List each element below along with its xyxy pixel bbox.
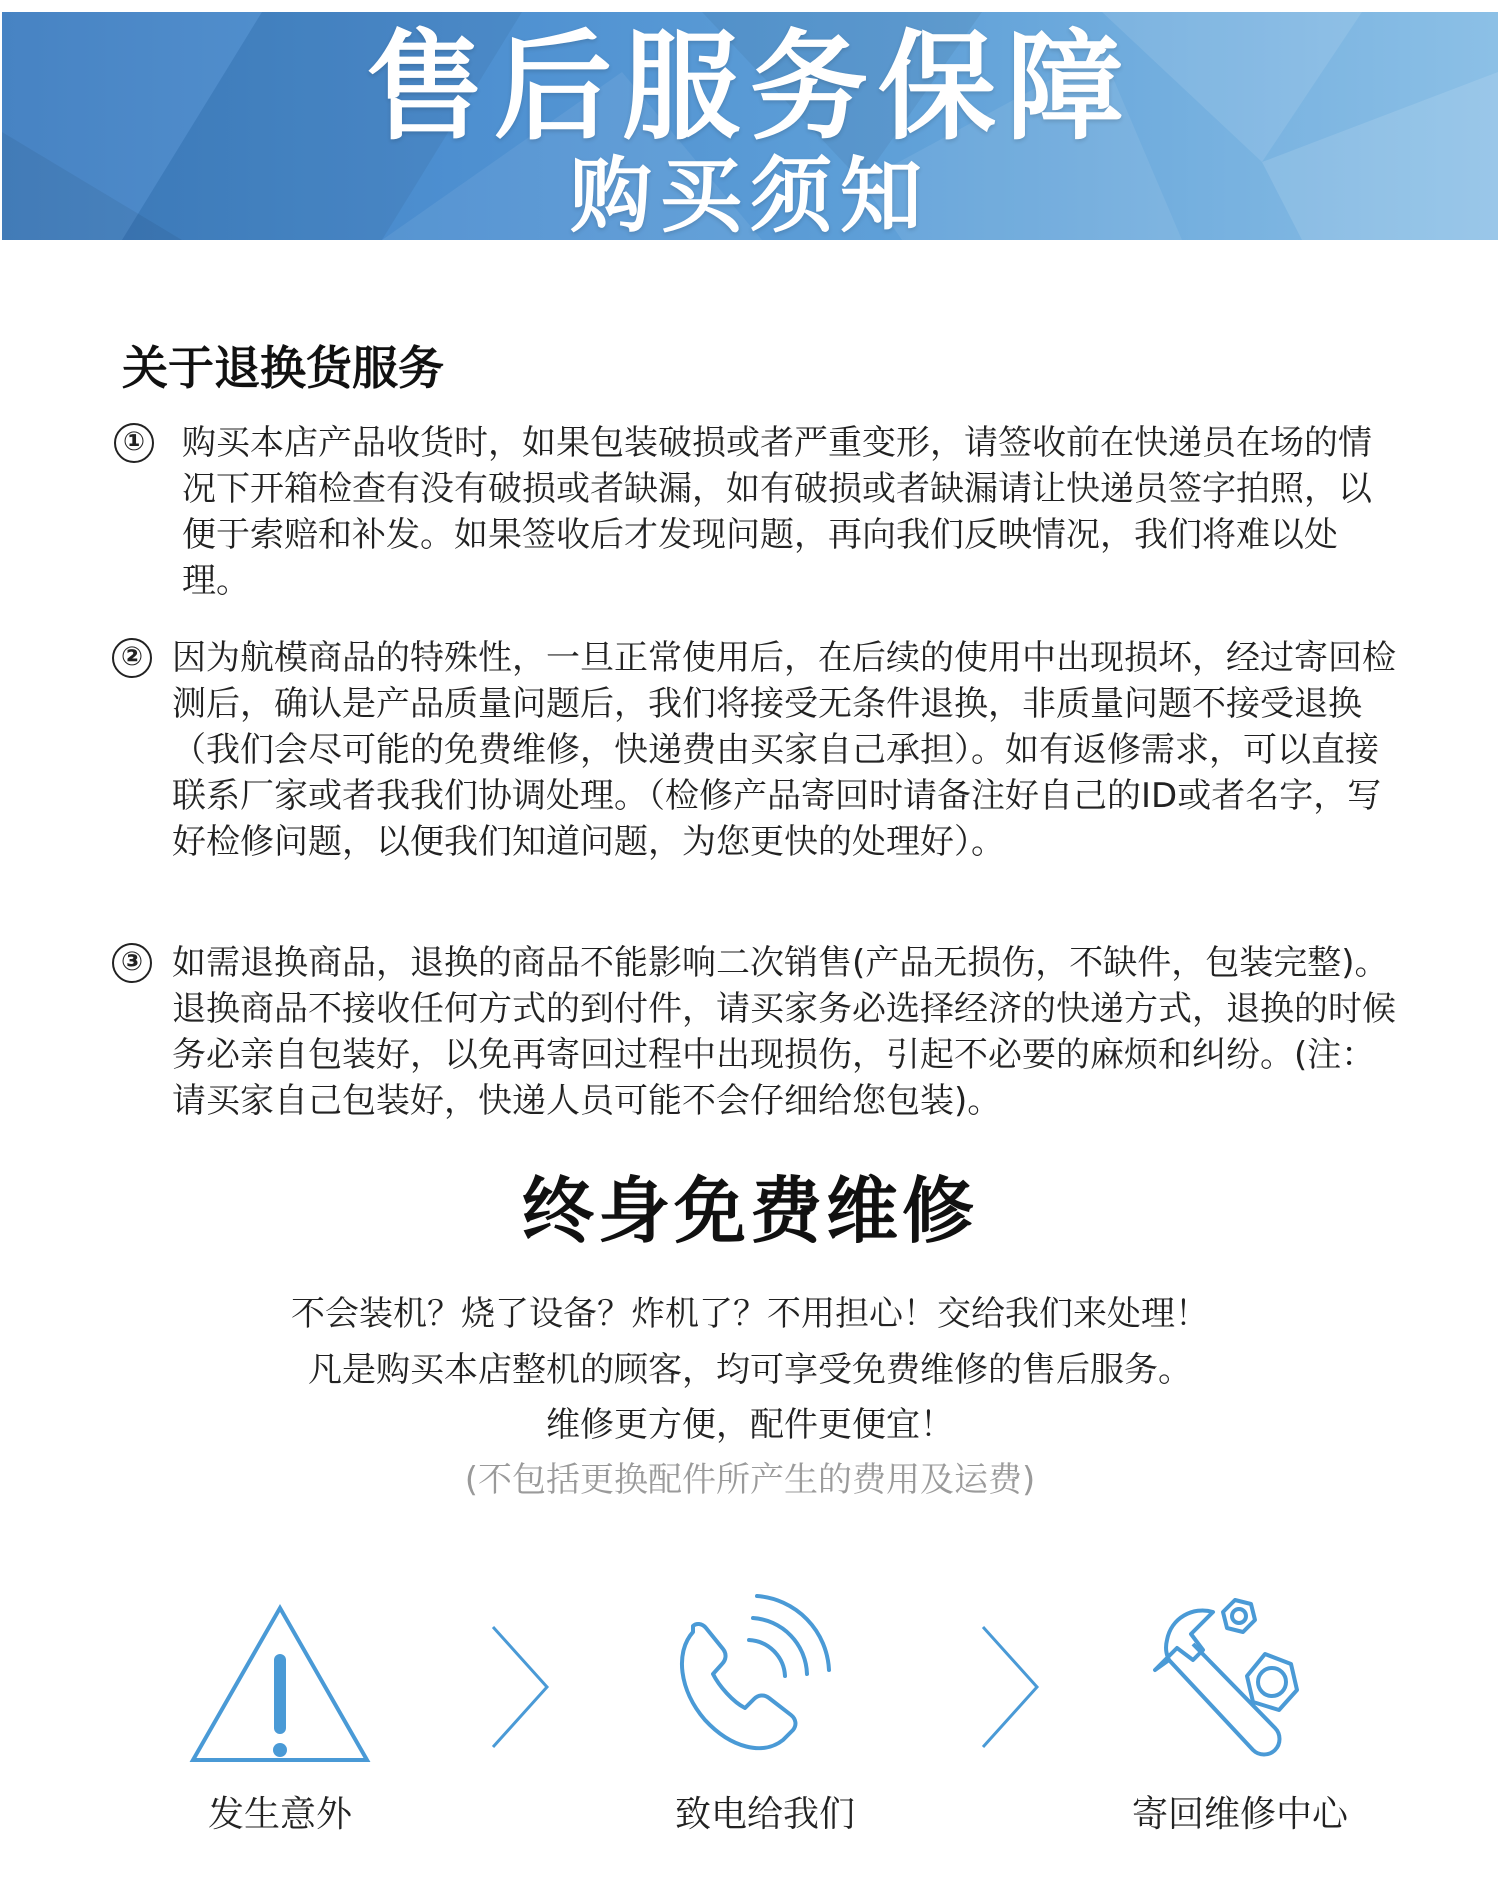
warning-icon [185,1600,375,1770]
header-banner [2,12,1498,240]
repair-title: 终身免费维修 [521,1169,978,1253]
returns-heading: 关于退换货服务 [122,341,444,395]
rule-text-2: 因为航模商品的特殊性，一旦正常使用后，在后续的使用中出现损坏，经过寄回检测后，确认是产品质量问题后，我们将接受无条件退换，非质量问题不接受退换（我们会尽可能的免费维修，快递费由买家自己承担）。如有返修需求，可以直接联系厂家或者我我们协调处理。（检修产品寄回时请备注好自己的ID或者名字，写好检修问题，以便我们知道问题，为您更快的处理好）。 [172,638,1396,862]
chevron-right-icon [975,1622,1045,1752]
repair-line-1: 不会装机？烧了设备？炸机了？不用担心！交给我们来处理！ [291,1294,1209,1334]
rule-text-3: 如需退换商品，退换的商品不能影响二次销售(产品无损伤，不缺件，包装完整)。退换商品不接收任何方式的到付件，请买家务必选择经济的快递方式，退换的时候务必亲自包装好，以免再寄回过程中出现损伤，引起不必要的麻烦和纠纷。(注：请买家自己包装好，快递人员可能不会仔细给您包装)。 [172,943,1396,1121]
banner-title: 售后服务保障 [365,18,1134,156]
rule-number-2: ② [112,638,152,678]
step-label-call-us: 致电给我们 [674,1794,855,1835]
banner-subtitle: 购买须知 [569,149,930,240]
return-rule-3 [112,940,1402,1124]
return-rule-1 [114,420,1384,604]
repair-note: (不包括更换配件所产生的费用及运费) [464,1460,1036,1500]
rule-number-3: ③ [112,943,152,983]
step-label-accident: 发生意外 [207,1794,352,1835]
repair-line-2: 凡是购买本店整机的顾客，均可享受免费维修的售后服务。 [308,1350,1192,1390]
chevron-right-icon [485,1622,555,1752]
repair-line-3: 维修更方便，配件更便宜！ [546,1405,954,1445]
phone-icon [665,1590,835,1760]
step-label-repair-center: 寄回维修中心 [1131,1794,1348,1835]
rule-text-1: 购买本店产品收货时，如果包装破损或者严重变形，请签收前在快递员在场的情况下开箱检查有没有破损或者缺漏，如有破损或者缺漏请让快递员签字拍照，以便于索赔和补发。如果签收后才发现问题，再向我们反映情况，我们将难以处理。 [182,423,1372,601]
tools-icon [1135,1592,1315,1772]
rule-number-1: ① [114,423,154,463]
return-rule-2 [112,635,1402,865]
